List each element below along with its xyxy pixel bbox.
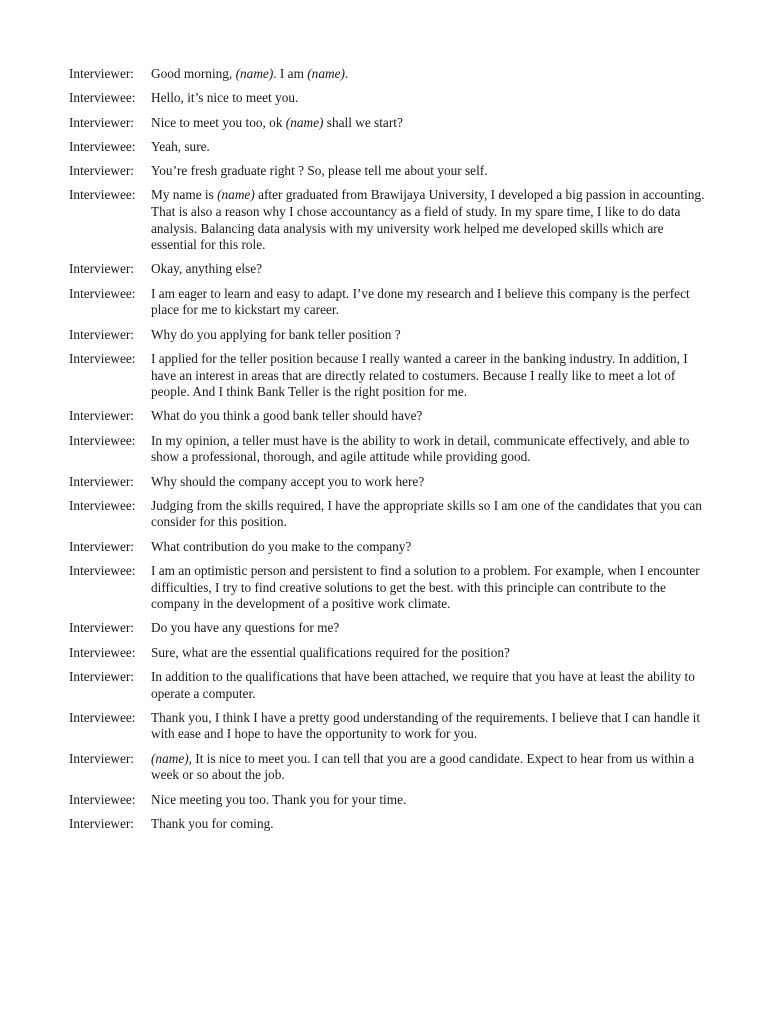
dialogue-line	[69, 139, 709, 156]
text-segment: Yeah, sure.	[151, 138, 210, 154]
speaker-label: Interviewer:	[69, 815, 134, 831]
speaker-label: Interviewer:	[69, 408, 134, 424]
dialogue-text	[151, 115, 709, 132]
text-segment: shall we start?	[323, 114, 403, 130]
dialogue-line	[69, 751, 709, 784]
speaker-label: Interviewer:	[69, 261, 134, 277]
dialogue-text	[151, 645, 709, 662]
text-segment: It is nice to meet you. I can tell that you are a good candidate. Expect to hear from us within a week or so about the job.	[151, 750, 695, 783]
text-segment: What do you think a good bank teller should have?	[151, 408, 423, 424]
dialogue-line	[69, 90, 709, 107]
speaker-label: Interviewer:	[69, 538, 134, 554]
speaker-label: Interviewee:	[69, 432, 136, 448]
speaker-label: Interviewer:	[69, 473, 134, 489]
dialogue-text	[151, 351, 709, 401]
placeholder-name: (name),	[151, 750, 192, 766]
speaker-label: Interviewee:	[69, 497, 136, 513]
placeholder-name: (name)	[307, 66, 345, 81]
dialogue-line	[69, 327, 709, 344]
dialogue-text	[151, 474, 709, 491]
placeholder-name: (name)	[235, 66, 274, 81]
dialogue-text	[151, 433, 709, 466]
text-segment: I applied for the teller position because I really wanted a career in the banking industry. In addition, I have an interest in areas that are directly related to costumers. Because I really like to meet a lot of people. And I think Bank Teller is the right position for me.	[151, 350, 688, 400]
dialogue-text	[151, 261, 709, 278]
speaker-label: Interviewer:	[69, 114, 134, 130]
dialogue-text	[151, 792, 709, 809]
text-segment: Sure, what are the essential qualifications required for the position?	[151, 644, 510, 660]
placeholder-name: (name)	[217, 187, 255, 203]
text-segment: Nice to meet you too, ok	[151, 114, 286, 130]
speaker-label: Interviewee:	[69, 709, 136, 725]
dialogue-line	[69, 792, 709, 809]
text-segment: What contribution do you make to the company?	[151, 538, 412, 554]
dialogue-line	[69, 66, 709, 83]
dialogue-text	[151, 408, 709, 425]
speaker-label: Interviewer:	[69, 66, 134, 81]
text-segment: . I am	[273, 66, 308, 81]
text-segment: I am an optimistic person and persistent to find a solution to a problem. For example, when I encounter difficulties, I try to find creative solutions to get the best. with this principle can contribute to the company in the development of a positive work climate.	[151, 562, 700, 612]
dialogue-text	[151, 710, 709, 743]
dialogue-line	[69, 710, 709, 743]
text-segment: Good morning,	[151, 66, 236, 81]
dialogue-text	[151, 620, 709, 637]
dialogue-line	[69, 620, 709, 637]
speaker-label: Interviewer:	[69, 163, 134, 179]
speaker-label: Interviewee:	[69, 791, 136, 807]
text-segment: .	[344, 66, 349, 81]
dialogue-line	[69, 351, 709, 401]
dialogue-line	[69, 115, 709, 132]
speaker-label: Interviewer:	[69, 620, 134, 636]
dialogue-text	[151, 669, 709, 702]
dialogue-text	[151, 139, 709, 156]
speaker-label: Interviewee:	[69, 90, 136, 106]
text-segment: Okay, anything else?	[151, 261, 263, 277]
dialogue-text	[151, 498, 709, 531]
dialogue-line	[69, 261, 709, 278]
text-segment: I am eager to learn and easy to adapt. I’ve done my research and I believe this company is the perfect place for me to kickstart my career.	[151, 285, 690, 318]
dialogue-text	[151, 66, 709, 83]
dialogue-text	[151, 539, 709, 556]
text-segment: after graduated from Brawijaya University, I developed a big passion in accounting. That is also a reason why I chose accountancy as a field of study. In my spare time, I like to do data analysis. Balancing data analysis with my university work helped me developed skills which are essential for this role.	[151, 187, 705, 253]
dialogue-text	[151, 563, 709, 613]
placeholder-name: (name)	[285, 114, 324, 130]
dialogue-text	[151, 163, 709, 180]
dialogue-line	[69, 645, 709, 662]
dialogue-text	[151, 816, 709, 833]
dialogue-line	[69, 816, 709, 833]
text-segment: Judging from the skills required, I have the appropriate skills so I am one of the candidates that you can consider for this position.	[151, 497, 702, 530]
text-segment: Why should the company accept you to work here?	[151, 473, 425, 489]
speaker-label: Interviewee:	[69, 350, 136, 366]
dialogue-line	[69, 669, 709, 702]
text-segment: Thank you, I think I have a pretty good understanding of the requirements. I believe that I can handle it with ease and I hope to have the opportunity to work for you.	[151, 709, 701, 742]
dialogue-text	[151, 751, 709, 784]
dialogue-text	[151, 187, 709, 253]
text-segment: Nice meeting you too. Thank you for your time.	[151, 791, 407, 807]
dialogue-line	[69, 563, 709, 613]
text-segment: In addition to the qualifications that have been attached, we require that you have at least the ability to operate a computer.	[151, 669, 695, 701]
speaker-label: Interviewee:	[69, 644, 136, 660]
speaker-label: Interviewer:	[69, 669, 134, 684]
dialogue-line	[69, 498, 709, 531]
text-segment: You’re fresh graduate right ? So, please tell me about your self.	[151, 163, 488, 179]
speaker-label: Interviewer:	[69, 326, 134, 342]
dialogue-line	[69, 286, 709, 319]
text-segment: Do you have any questions for me?	[151, 620, 340, 636]
dialogue-line	[69, 187, 709, 253]
speaker-label: Interviewee:	[69, 138, 136, 154]
text-segment: In my opinion, a teller must have is the ability to work in detail, communicate effectively, and able to show a professional, thorough, and agile attitude while providing good.	[151, 432, 690, 465]
text-segment: Thank you for coming.	[151, 815, 274, 831]
speaker-label: Interviewee:	[69, 562, 136, 578]
text-segment: Why do you applying for bank teller position ?	[151, 326, 401, 342]
text-segment: My name is	[151, 187, 218, 203]
dialogue-text	[151, 90, 709, 107]
dialogue-line	[69, 408, 709, 425]
speaker-label: Interviewer:	[69, 750, 134, 766]
interview-transcript	[69, 66, 709, 840]
dialogue-line	[69, 539, 709, 556]
text-segment: Hello, it’s nice to meet you.	[151, 90, 299, 106]
dialogue-line	[69, 433, 709, 466]
dialogue-line	[69, 474, 709, 491]
dialogue-line	[69, 163, 709, 180]
speaker-label: Interviewee:	[69, 285, 136, 301]
dialogue-text	[151, 286, 709, 319]
speaker-label: Interviewee:	[69, 187, 136, 203]
dialogue-text	[151, 327, 709, 344]
